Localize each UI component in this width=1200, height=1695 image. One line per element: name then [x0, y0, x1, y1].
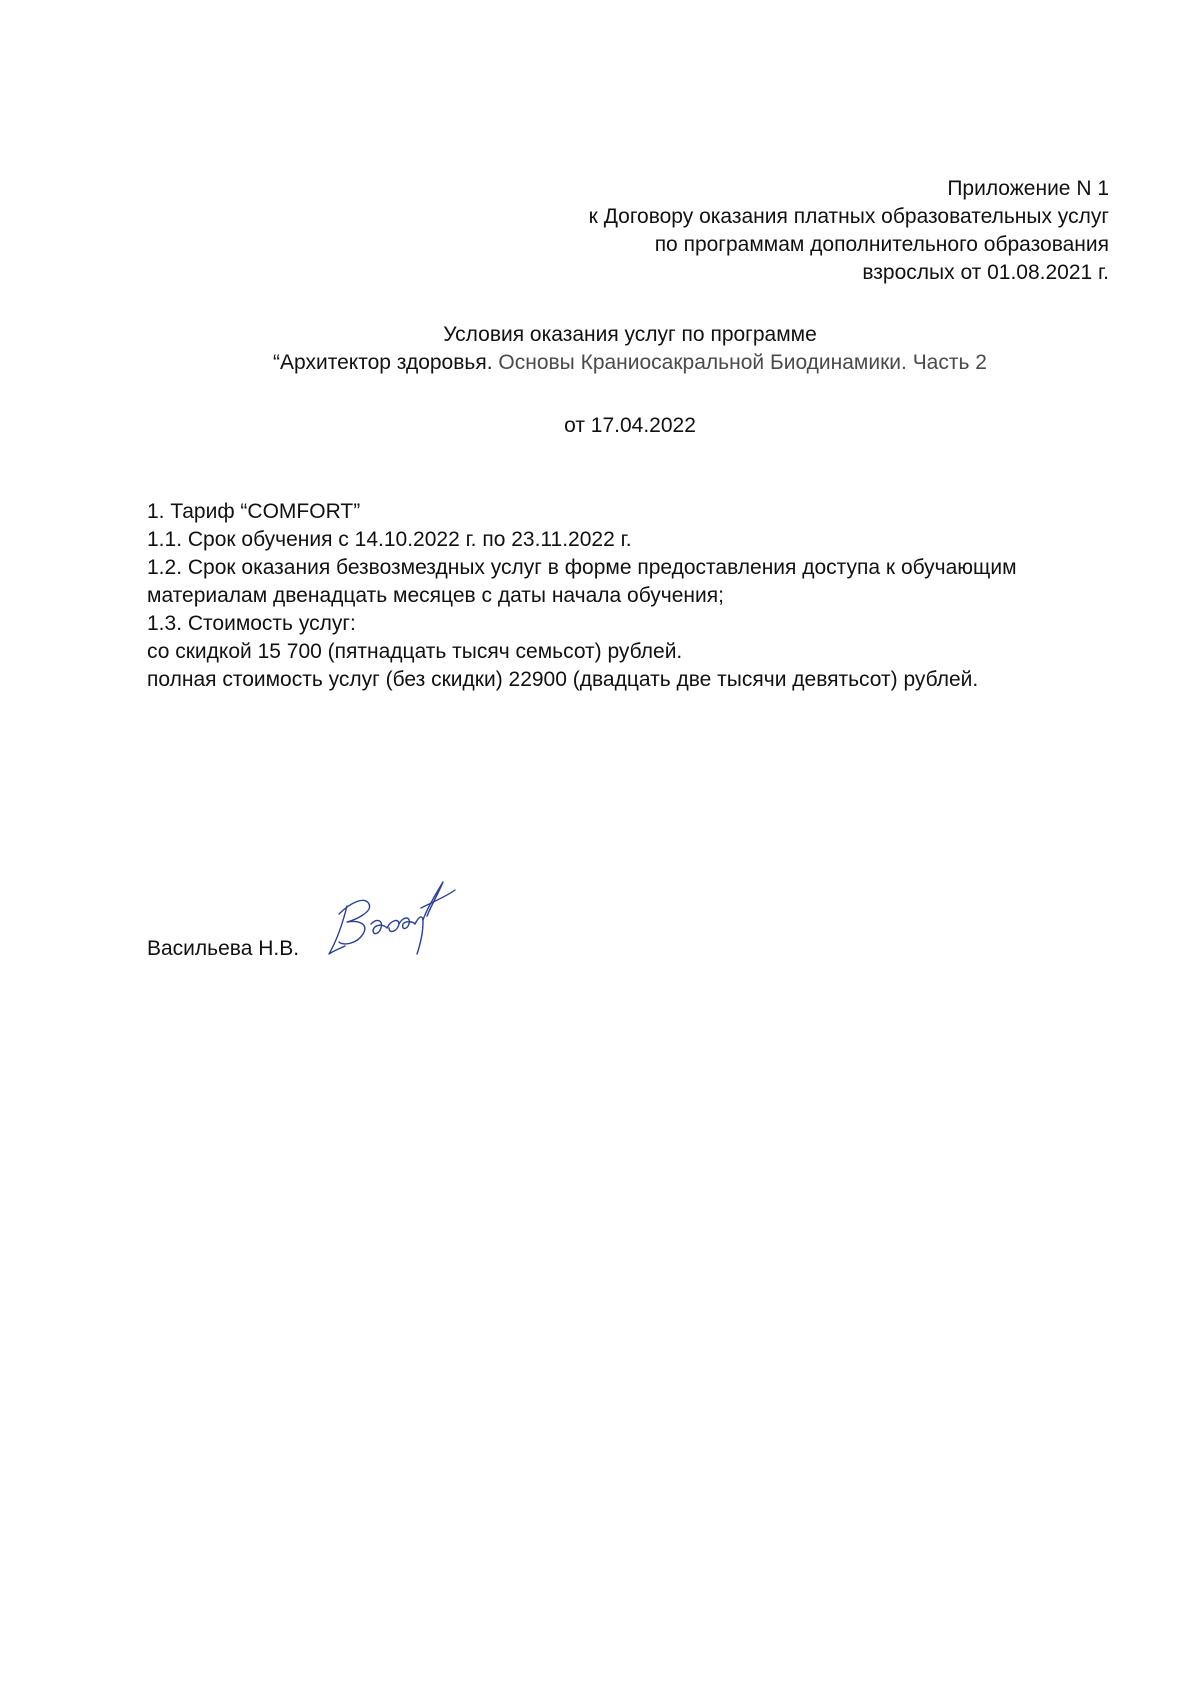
conditions-title [0, 321, 1200, 377]
tariff-heading: 1. Тариф “COMFORT” [147, 500, 361, 523]
appendix-contract-ref: к Договору оказания платных образовательных услуг [588, 205, 1109, 228]
appendix-program-ref: по программам дополнительного образования [654, 233, 1109, 256]
program-name-part1: “Архитектор здоровья. [273, 351, 493, 374]
discount-price: со скидкой 15 700 (пятнадцать тысяч семьсот) рублей. [147, 640, 683, 663]
appendix-number: Приложение N 1 [947, 177, 1109, 200]
signature-block [147, 935, 299, 963]
term-item-1-2-line1: 1.2. Срок оказания безвозмездных услуг в форме предоставления доступа к обучающим [147, 556, 1017, 579]
program-name [0, 349, 1200, 377]
terms-section [147, 498, 1107, 694]
term-item-1-2-line2: материалам двенадцать месяцев с даты начала обучения; [147, 584, 724, 607]
term-item-1-1: 1.1. Срок обучения с 14.10.2022 г. по 23.11.2022 г. [147, 528, 632, 551]
appendix-contract-date: взрослых от 01.08.2021 г. [862, 261, 1109, 284]
handwritten-signature-icon [325, 862, 460, 962]
signatory-name: Васильева Н.В. [147, 937, 300, 960]
appendix-header [589, 175, 1109, 287]
conditions-heading: Условия оказания услуг по программе [443, 323, 817, 346]
term-item-1-3: 1.3. Стоимость услуг: [147, 612, 356, 635]
program-name-part2: Основы Краниосакральной Биодинамики. Часть 2 [498, 351, 987, 374]
full-price: полная стоимость услуг (без скидки) 22900 (двадцать две тысячи девятьсот) рублей. [147, 668, 979, 691]
conditions-date: от 17.04.2022 [564, 414, 696, 437]
